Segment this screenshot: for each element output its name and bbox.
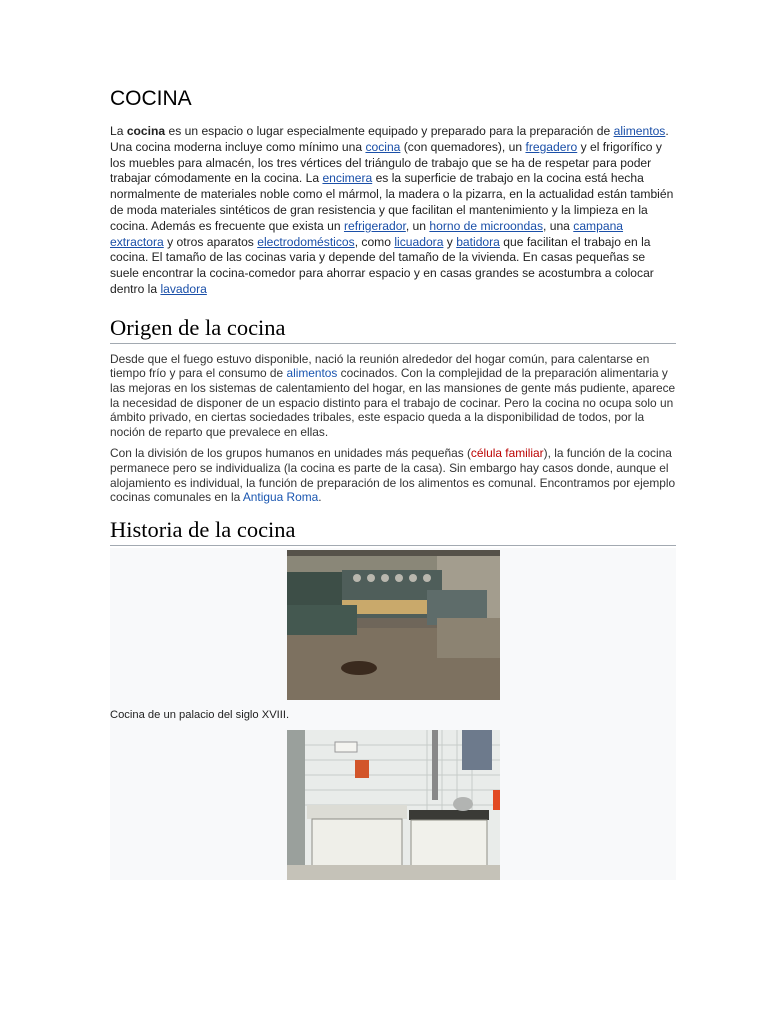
article-link-batidora[interactable]: batidora: [456, 234, 500, 249]
text-run: es un espacio o lugar especialmente equipado y preparado para la preparación de: [165, 124, 614, 138]
text-run: La: [110, 124, 127, 138]
text-run: Con la división de los grupos humanos en unidades más pequeñas (: [110, 446, 471, 461]
text-run: y el frigorífico y los muebles para almacén, los tres vértices del triángulo de trabajo que se ha de respetar para poder trabajar cómodamente en la cocina. La: [110, 139, 662, 186]
article-link-electrodomésticos[interactable]: electrodomésticos: [257, 234, 355, 249]
text-run: . Una cocina moderna incluye como mínimo una: [110, 124, 669, 154]
section-heading-historia: Historia de la cocina: [110, 516, 676, 546]
kitchen-stove-image[interactable]: [287, 730, 500, 880]
text-run: , un: [405, 218, 430, 233]
page-title: COCINA: [110, 87, 192, 110]
article-link-lavadora[interactable]: lavadora: [160, 281, 207, 296]
article-link-cocina[interactable]: cocina: [365, 139, 401, 154]
red-link-célula-familiar[interactable]: célula familiar: [470, 446, 544, 461]
article-link-alimentos[interactable]: alimentos: [286, 366, 338, 381]
text-run: cocinados. Con la complejidad de la preparación alimentaria y las mejoras en los sistemas de calentamiento del hogar, en las mansiones de gente más pudiente, aparece la necesidad de disponer de un espacio distinto para el trabajo de cocinar. Pero la cocina no ocupa solo un ámbito privado, en ciertas sociedades tribales, este espacio queda a la disponibilidad de todos, por la noción de reparto que prevalece en ellas.: [110, 366, 676, 439]
text-run: , como: [354, 234, 395, 249]
article-link-refrigerador[interactable]: refrigerador: [343, 218, 406, 233]
article: [110, 86, 676, 880]
origen-paragraph-1: [110, 352, 676, 440]
text-run: que facilitan el trabajo en la cocina. El tamaño de las cocinas varia y depende del tamaño de la vivienda. En casas pequeñas se suele encontrar la cocina-comedor para ahorrar espacio y en casas grandes se acostumbra a colocar dentro la: [110, 234, 654, 296]
text-run: .: [318, 490, 322, 505]
text-run: ), la función de la cocina permanece pero se individualiza (la cocina es parte de la casa). Sin embargo hay casos donde, aunque el alojamiento es individual, la función de preparación de los alimentos es comunal. Encontramos por ejemplo cocinas comunales en la: [110, 446, 676, 505]
section-body-origen: [110, 352, 676, 505]
origen-paragraph-2: [110, 446, 676, 504]
text-run: y: [443, 234, 457, 249]
image-gallery: [110, 548, 676, 880]
intro-paragraph: [110, 124, 676, 298]
article-link-antigua-roma[interactable]: Antigua Roma: [242, 490, 319, 505]
text-run: , una: [543, 218, 574, 233]
article-link-alimentos[interactable]: alimentos: [613, 124, 666, 138]
text-run: y otros aparatos: [163, 234, 258, 249]
palace-kitchen-image[interactable]: [287, 550, 500, 700]
text-run: es la superficie de trabajo en la cocina está hecha normalmente de materiales noble como el mármol, la madera o la pizarra, en la actualidad están también de moda materiales sintéticos de gran resistencia y que facilitan el mantenimiento y la limpieza en la cocina. Además es frecuente que exista un: [110, 171, 674, 233]
section-heading-origen: Origen de la cocina: [110, 314, 676, 344]
article-link-fregadero[interactable]: fregadero: [525, 139, 578, 154]
image-caption: Cocina de un palacio del siglo XVIII.: [110, 708, 290, 721]
article-link-licuadora[interactable]: licuadora: [394, 234, 444, 249]
article-link-campana-extractora[interactable]: campana extractora: [110, 218, 624, 249]
article-link-encimera[interactable]: encimera: [322, 171, 373, 186]
text-run: Desde que el fuego estuvo disponible, nació la reunión alrededor del hogar común, para calentarse en tiempo frío y para el consumo de: [110, 351, 650, 381]
bold-term: cocina: [126, 124, 166, 138]
text-run: (con quemadores), un: [400, 139, 526, 154]
article-link-horno-de-microondas[interactable]: horno de microondas: [429, 218, 543, 233]
